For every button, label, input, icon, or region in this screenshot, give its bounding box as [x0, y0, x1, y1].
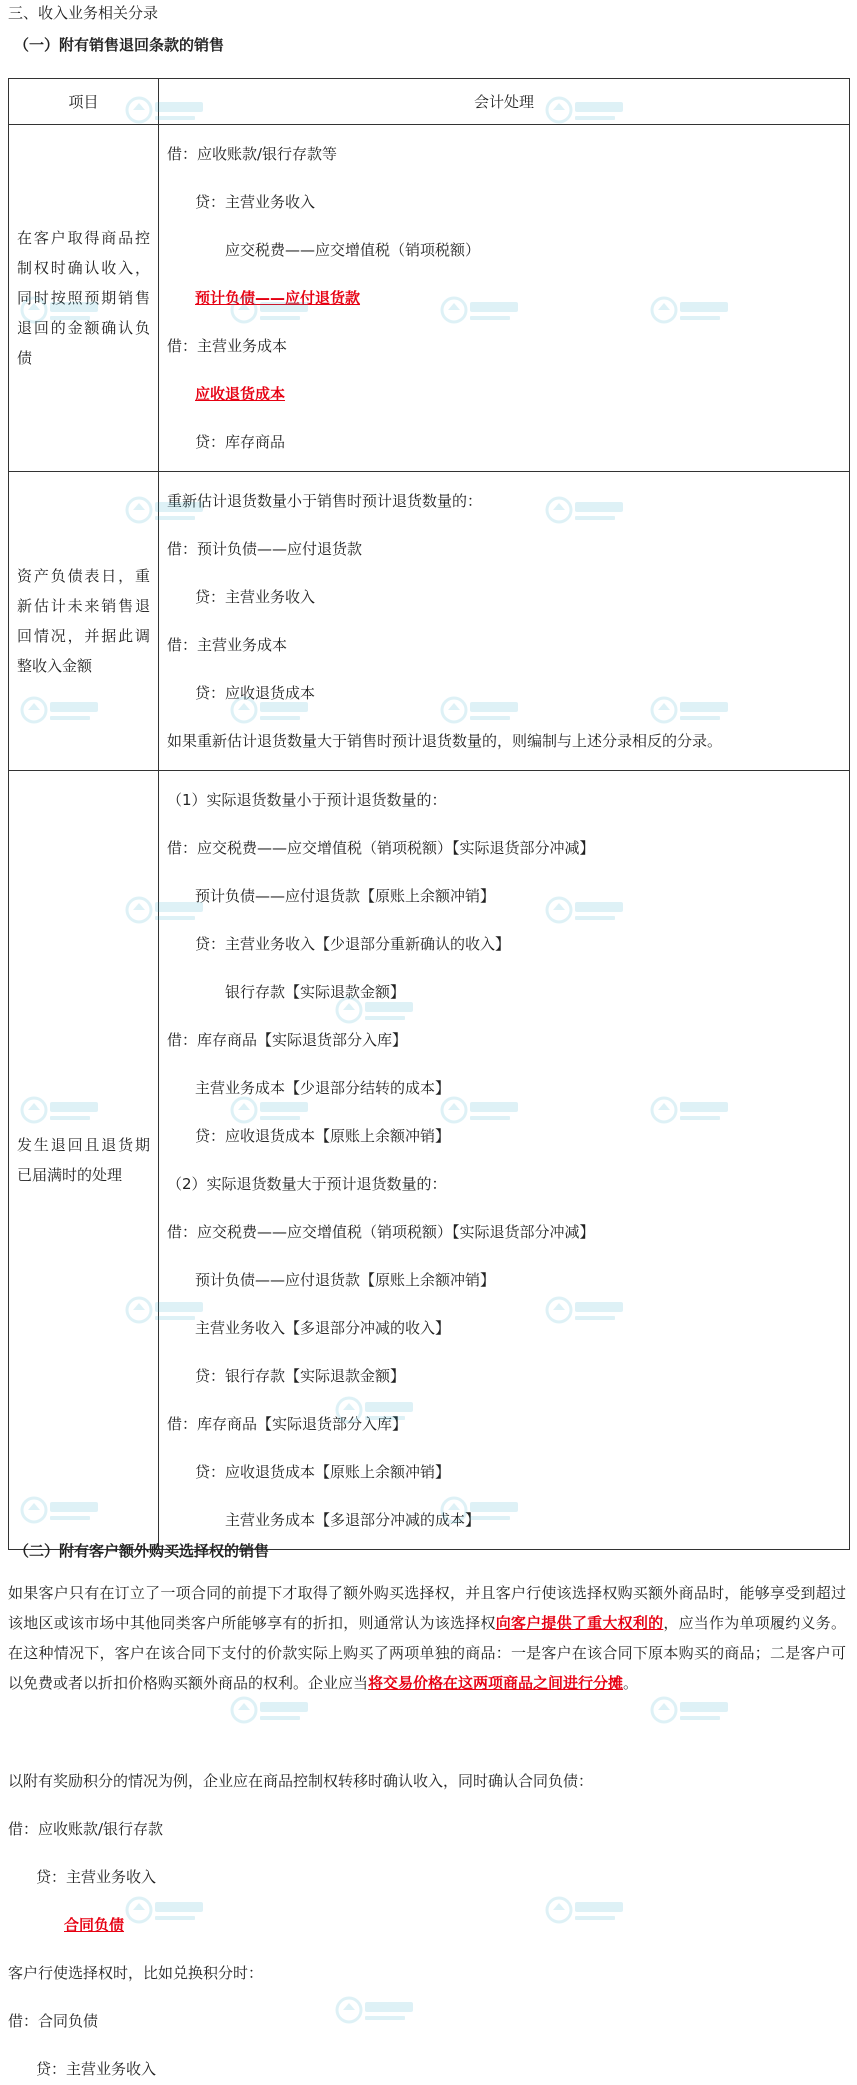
entry-text: 主营业务成本【少退部分结转的成本】	[195, 1079, 451, 1097]
entry-text: 借：主营业务成本	[167, 337, 288, 355]
entry-text-highlight: 应收退货成本	[195, 385, 286, 403]
paragraph-text-1: 如果客户只有在订立了一项合同的前提下才取得了额外购买选择权，并且客户行使该选择权购买额外商品时，能够享受到超过该地区或该市场中其他同类客户所能够享有的折扣，则通常认为该选择权	[8, 1584, 846, 1632]
entry-line	[167, 669, 849, 717]
item-cell	[9, 125, 159, 472]
entry-text: 贷：应收退货成本【原账上余额冲销】	[195, 1463, 451, 1481]
paragraph-highlight-2: 将交易价格在这两项商品之间进行分摊	[368, 1674, 624, 1692]
row-recognize-revenue	[9, 125, 850, 472]
entry-line	[167, 1064, 849, 1112]
page-heading: 三、收入业务相关分录	[8, 4, 159, 22]
entry-text-highlight: 预计负债——应付退货款	[195, 289, 361, 307]
header-treatment: 会计处理	[159, 79, 850, 125]
tail-line-1: 借：应收账款/银行存款	[8, 1820, 164, 1838]
entry-text: 贷：库存商品	[195, 433, 286, 451]
row-reestimate	[9, 472, 850, 771]
entry-line	[167, 477, 849, 525]
entry-text: 贷：主营业务收入	[195, 193, 316, 211]
entry-text: 借：主营业务成本	[167, 636, 288, 654]
item-cell	[9, 771, 159, 1550]
entry-line	[167, 1160, 849, 1208]
entry-text: 借：应交税费——应交增值税（销项税额）【实际退货部分冲减】	[167, 1223, 595, 1241]
entry-line	[167, 322, 849, 370]
tail-intro: 以附有奖励积分的情况为例，企业应在商品控制权转移时确认收入，同时确认合同负债：	[8, 1772, 594, 1790]
entry-line	[167, 1400, 849, 1448]
watermark-logo	[545, 1890, 627, 1930]
entry-line	[167, 1304, 849, 1352]
item-label: 资产负债表日，重新估计未来销售退回情况，并据此调整收入金额	[17, 567, 150, 675]
entry-text: 贷：应收退货成本【原账上余额冲销】	[195, 1127, 451, 1145]
entry-text: 贷：银行存款【实际退款金额】	[195, 1367, 406, 1385]
paragraph-highlight-1: 向客户提供了重大权利的	[495, 1614, 664, 1632]
entry-line	[167, 178, 849, 226]
entry-text: 借：库存商品【实际退货部分入库】	[167, 1031, 408, 1049]
entry-line	[167, 824, 849, 872]
item-label: 在客户取得商品控制权时确认收入，同时按照预期销售退回的金额确认负债	[17, 229, 150, 367]
entry-text: 贷：主营业务收入	[195, 588, 316, 606]
watermark-logo	[125, 1890, 207, 1930]
entry-text: 借：应交税费——应交增值税（销项税额）【实际退货部分冲减】	[167, 839, 595, 857]
entry-text: 贷：应收退货成本	[195, 684, 316, 702]
entry-text: 借：预计负债——应付退货款	[167, 540, 363, 558]
entry-text: 银行存款【实际退款金额】	[225, 983, 406, 1001]
entry-text: 借：应收账款/银行存款等	[167, 145, 338, 163]
paragraph-purchase-option	[8, 1578, 846, 1698]
entry-line	[167, 274, 849, 322]
entry-line	[167, 1208, 849, 1256]
entry-text: 预计负债——应付退货款【原账上余额冲销】	[195, 1271, 496, 1289]
entry-line	[167, 130, 849, 178]
treatment-cell	[159, 125, 850, 472]
entry-line	[167, 1352, 849, 1400]
entry-text: 重新估计退货数量小于销售时预计退货数量的：	[167, 492, 483, 510]
accounting-table	[8, 78, 850, 1550]
row-return-expired	[9, 771, 850, 1550]
entry-line	[167, 1016, 849, 1064]
entry-line	[167, 717, 849, 765]
tail-line-3: 合同负债	[64, 1916, 125, 1934]
entry-text: 贷：主营业务收入【少退部分重新确认的收入】	[195, 935, 511, 953]
tail-line-6: 贷：主营业务收入	[36, 2060, 157, 2078]
table-header-row	[9, 79, 850, 125]
entry-line	[167, 525, 849, 573]
treatment-cell	[159, 771, 850, 1550]
header-item: 项目	[9, 79, 159, 125]
section2-title: （二）附有客户额外购买选择权的销售	[14, 1542, 270, 1560]
entry-line	[167, 418, 849, 466]
section1-title: （一）附有销售退回条款的销售	[14, 36, 225, 54]
item-cell	[9, 472, 159, 771]
entry-text: （2）实际退货数量大于预计退货数量的：	[167, 1175, 447, 1193]
tail-line-4: 客户行使选择权时，比如兑换积分时：	[8, 1964, 264, 1982]
paragraph-text-3: 。	[623, 1674, 639, 1692]
tail-line-2: 贷：主营业务收入	[36, 1868, 157, 1886]
entry-line	[167, 1112, 849, 1160]
entry-line	[167, 776, 849, 824]
entry-line	[167, 1256, 849, 1304]
item-label: 发生退回且退货期已届满时的处理	[17, 1136, 150, 1184]
entry-line	[167, 573, 849, 621]
entry-line	[167, 968, 849, 1016]
entry-line	[167, 370, 849, 418]
entry-line	[167, 621, 849, 669]
entry-line	[167, 1448, 849, 1496]
treatment-cell	[159, 472, 850, 771]
entry-line	[167, 920, 849, 968]
entry-line	[167, 1496, 849, 1544]
entry-text: （1）实际退货数量小于预计退货数量的：	[167, 791, 447, 809]
entry-text: 借：库存商品【实际退货部分入库】	[167, 1415, 408, 1433]
entry-line	[167, 226, 849, 274]
entry-line	[167, 872, 849, 920]
tail-line-5: 借：合同负债	[8, 2012, 99, 2030]
entry-text: 应交税费——应交增值税（销项税额）	[225, 241, 481, 259]
entry-text: 主营业务成本【多退部分冲减的成本】	[225, 1511, 481, 1529]
entry-text: 如果重新估计退货数量大于销售时预计退货数量的，则编制与上述分录相反的分录。	[167, 732, 723, 750]
paragraph-text-2: ，应当作为单项履约义务。在这种情况下，客户在该合同下支付的价款实际上购买了两项单独的商品：一是客户在该合同下原本购买的商品；二是客户可以免费或者以折扣价格购买额外商品的权利。企业应当	[8, 1614, 846, 1692]
entry-text: 主营业务收入【多退部分冲减的收入】	[195, 1319, 451, 1337]
entry-text: 预计负债——应付退货款【原账上余额冲销】	[195, 887, 496, 905]
watermark-logo	[335, 1990, 417, 2030]
